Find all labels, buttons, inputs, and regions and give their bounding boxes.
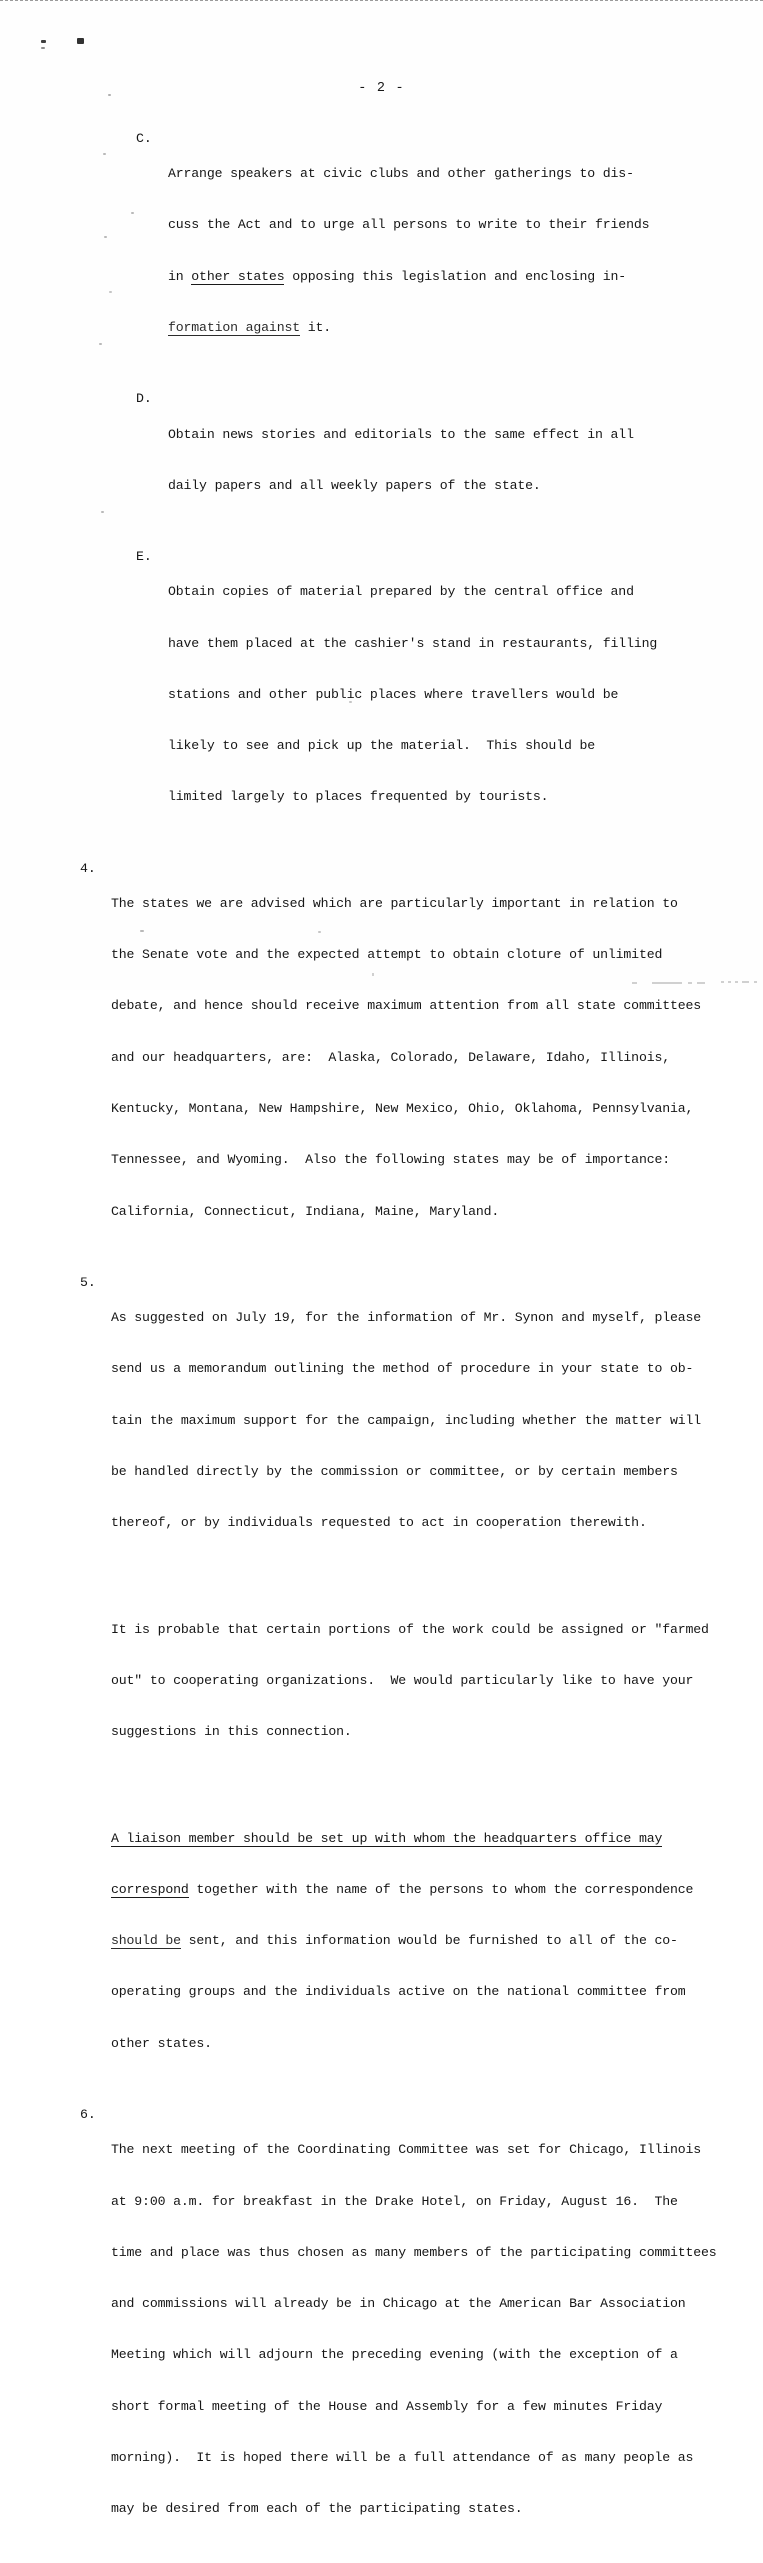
list-item-e: E. Obtain copies of material prepared by the central office and have them placed at the cashier's stand in restaurants, filling stations and other public places where travellers would be likely to see and pick up the material. This should be limited largely to places frequented by tourists. — [0, 549, 763, 840]
text-line: the Senate vote and the expected attempt to obtain cloture of unlimited — [111, 947, 663, 963]
text-line: The states we are advised which are particularly important in relation to — [111, 895, 678, 911]
text-line: suggestions in this connection. — [111, 1724, 352, 1740]
list-item-c: C. Arrange speakers at civic clubs and other gatherings to dis- cuss the Act and to urge all persons to write to their friends in other states opposing this legislation and enclosing in- formation against it. — [0, 131, 763, 370]
text-line: California, Connecticut, Indiana, Maine, Maryland. — [111, 1203, 500, 1219]
list-item-text — [168, 131, 763, 370]
scan-speck — [41, 40, 46, 43]
text-line: out" to cooperating organizations. We would particularly like to have your — [111, 1672, 694, 1688]
text-line: tain the maximum support for the campaign, including whether the matter will — [111, 1412, 702, 1428]
text-line: Tennessee, and Wyoming. Also the following states may be of importance: — [111, 1152, 670, 1168]
underlined-text: correspond — [111, 1881, 189, 1897]
text-line: operating groups and the individuals active on the national committee from — [111, 1984, 686, 2000]
text-line: thereof, or by individuals requested to act in cooperation therewith. — [111, 1515, 647, 1531]
text-fragment: opposing this legislation and enclosing in- — [284, 268, 627, 284]
text-line: other states. — [111, 2035, 212, 2051]
text-line: short formal meeting of the House and Assembly for a few minutes Friday — [111, 2398, 663, 2414]
text-line: send us a memorandum outlining the method of procedure in your state to ob- — [111, 1361, 694, 1377]
list-item-text — [111, 1275, 763, 1566]
list-item-text — [168, 391, 763, 528]
document-body — [0, 131, 763, 2563]
text-line: Arrange speakers at civic clubs and other gatherings to dis- — [168, 166, 634, 182]
text-fragment: sent, and this information would be furnished to all of the co- — [180, 1933, 678, 1949]
list-item-text — [168, 549, 763, 840]
text-line: Obtain copies of material prepared by the central office and — [168, 584, 634, 600]
underlined-text: should be — [111, 1933, 181, 1949]
text-fragment: together with the name of the persons to whom the correspondence — [188, 1881, 694, 1897]
underlined-text: formation against — [168, 320, 300, 336]
page-number: - 2 - — [358, 81, 405, 96]
text-line: time and place was thus chosen as many members of the participating committees — [111, 2244, 717, 2260]
text-line: and our headquarters, are: Alaska, Colorado, Delaware, Idaho, Illinois, — [111, 1049, 670, 1065]
text-line: limited largely to places frequented by tourists. — [168, 789, 549, 805]
list-item-text — [111, 2107, 763, 2551]
text-line: cuss the Act and to urge all persons to write to their friends — [168, 217, 650, 233]
text-line — [111, 1881, 763, 1898]
text-line: daily papers and all weekly papers of the state. — [168, 477, 541, 493]
text-line: stations and other public places where travellers would be — [168, 686, 619, 702]
text-line — [111, 1932, 763, 1949]
text-line — [111, 1830, 763, 1847]
text-line: As suggested on July 19, for the information of Mr. Synon and myself, please — [111, 1310, 702, 1325]
text-line: may be desired from each of the participating states. — [111, 2501, 523, 2517]
text-line — [168, 319, 763, 336]
text-fragment: it. — [300, 320, 332, 336]
underlined-text: A liaison member should be set up with whom the headquarters office may — [111, 1830, 663, 1846]
text-line — [168, 268, 763, 285]
text-line: likely to see and pick up the material. This should be — [168, 738, 596, 754]
text-line: It is probable that certain portions of the work could be assigned or "farmed — [111, 1621, 709, 1637]
paragraph-liaison — [0, 1795, 763, 2086]
text-line: Meeting which will adjourn the preceding evening (with the exception of a — [111, 2347, 678, 2363]
list-item-6: 6. The next meeting of the Coordinating Committee was set for Chicago, Illinois at 9:00 a.m. for breakfast in the Drake Hotel, on Friday, August 16. The time and place was thus chosen as many members of the participating committees and commissions will already be in Chicago at the American Bar Association Meeting which will adjourn the preceding evening (with the exception of a short formal meeting of the House and Assembly for a few minutes Friday morning). It is hoped there will be a full attendance of as many people as may be desired from each of the participating states. — [0, 2107, 763, 2551]
text-line: Kentucky, Montana, New Hampshire, New Mexico, Ohio, Oklahoma, Pennsylvania, — [111, 1100, 694, 1116]
text-line: have them placed at the cashier's stand in restaurants, filling — [168, 635, 658, 651]
text-line: morning). It is hoped there will be a full attendance of as many people as — [111, 2449, 694, 2465]
scan-speck — [41, 47, 45, 49]
text-line: The next meeting of the Coordinating Committee was set for Chicago, Illinois — [111, 2142, 702, 2158]
list-item-text — [111, 861, 763, 1254]
list-item-d: D. Obtain news stories and editorials to the same effect in all daily papers and all weekly papers of the state. — [0, 391, 763, 528]
text-line: Obtain news stories and editorials to the same effect in all — [168, 426, 634, 442]
list-item-4: 4. The states we are advised which are particularly important in relation to the Senate vote and the expected attempt to obtain cloture of unlimited debate, and hence should receive maximum attention from all state committees and our headquarters, are: Alaska, Colorado, Delaware, Idaho, Illinois, Kentucky, Montana, New Hampshire, New Mexico, Ohio, Oklahoma, Pennsylvania, Tennessee, and Wyoming. Also the following states may be of importance: California, Connecticut, Indiana, Maine, Maryland. — [0, 861, 763, 1254]
underlined-text: other states — [191, 268, 285, 284]
text-line: at 9:00 a.m. for breakfast in the Drake Hotel, on Friday, August 16. The — [111, 2193, 678, 2209]
scan-speck — [77, 38, 84, 44]
text-line: and commissions will already be in Chicago at the American Bar Association — [111, 2296, 686, 2312]
text-line: debate, and hence should receive maximum attention from all state committees — [111, 998, 702, 1014]
list-item-5: 5. As suggested on July 19, for the information of Mr. Synon and myself, please send us a memorandum outlining the method of procedure in your state to ob- tain the maximum support for the campaign, including whether the matter will be handled directly by the commission or committee, or by certain members thereof, or by individuals requested to act in cooperation therewith. — [0, 1275, 763, 1566]
paragraph-farmed-out — [0, 1586, 763, 1774]
text-line: be handled directly by the commission or committee, or by certain members — [111, 1463, 678, 1479]
text-fragment: in — [168, 268, 192, 284]
